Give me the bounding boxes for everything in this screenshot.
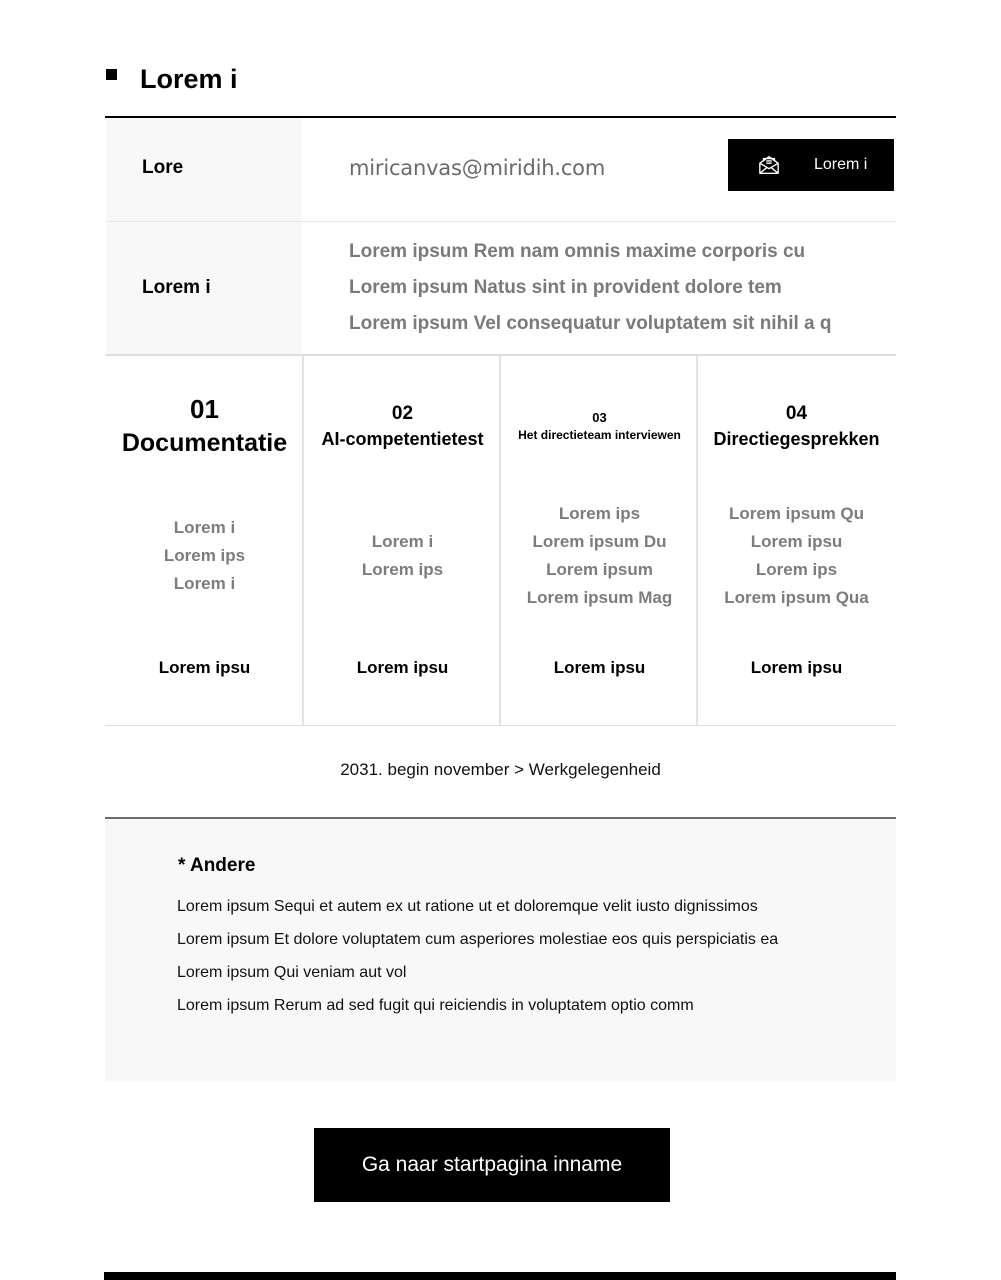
note-line: Lorem ipsum Rerum ad sed fugit qui reiciendis in voluptatem optio comm [177,997,694,1014]
note-line: Lorem ipsum Et dolore voluptatem cum asperiores molestiae eos quis perspiciatis ea [177,931,779,948]
step-number: 01 [190,394,219,424]
step-name: Documentatie [121,429,288,457]
breadcrumb: 2031. begin november > Werkgelegenheid [340,760,661,779]
email-row-label: Lore [142,157,184,178]
envelope-open-icon [758,154,780,176]
step-footer: Lorem ipsu [356,658,449,677]
step-line: Lorem ips [163,546,246,565]
step-footer: Lorem ipsu [158,658,251,677]
step-line: Lorem i [173,518,236,537]
step-footer: Lorem ipsu [553,658,646,677]
step-line: Lorem i [371,532,434,551]
step-number: 02 [391,403,414,424]
step-line: Lorem ips [361,560,444,579]
step-column-01 [106,356,303,725]
note-line: Lorem ipsum Qui veniam aut vol [177,964,407,981]
page-title: Lorem i [140,64,238,94]
step-footer: Lorem ipsu [750,658,843,677]
step-line: Lorem ips [755,560,838,579]
step-line: Lorem ipsu [750,532,843,551]
description-row-label: Lorem i [142,277,211,298]
step-column-02 [304,356,501,725]
steps-bottom-divider [105,725,896,726]
step-column-04 [698,356,895,725]
step-line: Lorem ipsum Qu [728,504,865,523]
step-name: Directiegesprekken [713,429,880,449]
step-name: Het directieteam interviewen [518,428,681,442]
description-line: Lorem ipsum Rem nam omnis maxime corporis cu [349,241,806,262]
note-line: Lorem ipsum Sequi et autem ex ut ratione ut et doloremque velit iusto dignissimos [177,898,758,915]
bottom-bar [104,1272,896,1280]
step-number: 04 [785,403,808,424]
step-line: Lorem ips [558,504,641,523]
step-line: Lorem ipsum Du [532,532,667,551]
email-button[interactable] [728,139,894,191]
title-square-icon [106,69,117,80]
description-line: Lorem ipsum Natus sint in provident dolore tem [349,277,782,298]
step-name: AI-competentietest [321,429,484,449]
step-line: Lorem ipsum Qua [724,588,869,607]
email-address: miricanvas@miridih.com [349,156,606,180]
description-line: Lorem ipsum Vel consequatur voluptatem sit nihil a q [349,313,832,334]
step-number: 03 [592,410,607,425]
notes-title: * Andere [178,855,256,876]
email-button-label: Lorem i [814,156,868,173]
step-line: Lorem ipsum Mag [526,588,673,607]
go-to-intake-home-button[interactable]: Ga naar startpagina inname [314,1128,670,1202]
step-line: Lorem i [173,574,236,593]
step-column-03 [501,356,698,725]
step-line: Lorem ipsum [546,560,653,579]
email-label-cell [106,118,302,221]
